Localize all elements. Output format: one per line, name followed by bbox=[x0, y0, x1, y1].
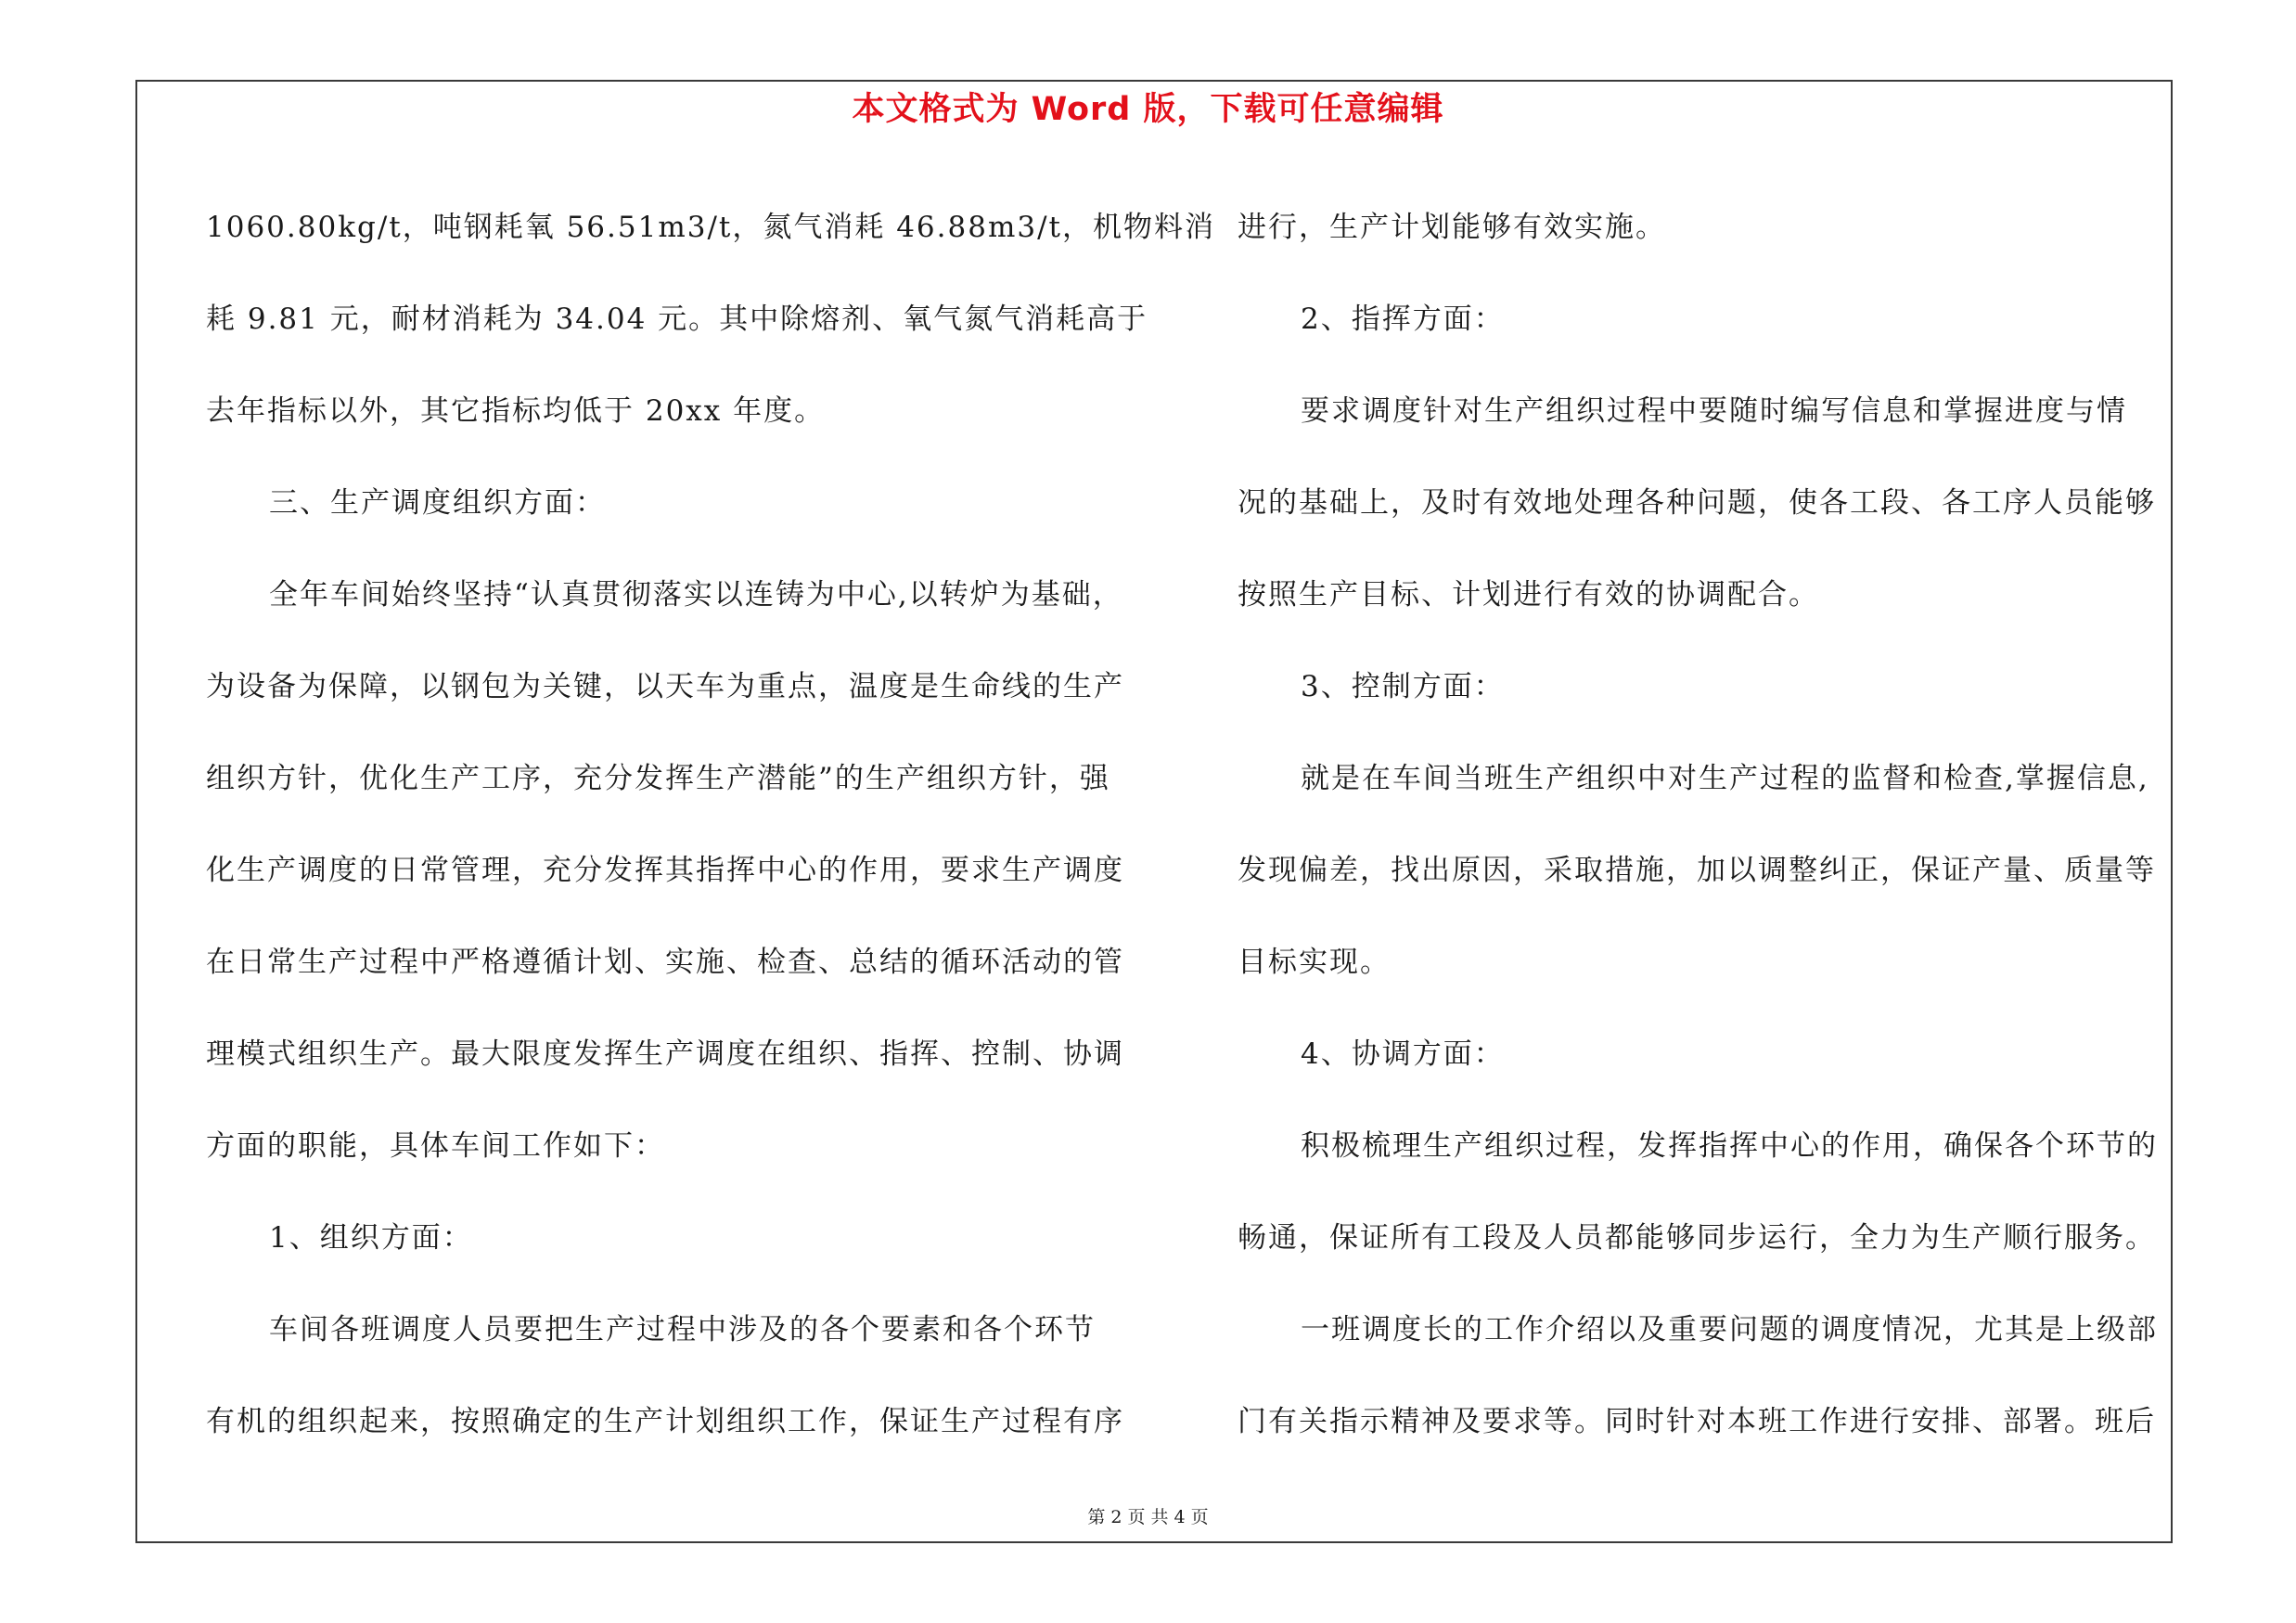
text-line: 有机的组织起来，按照确定的生产计划组织工作，保证生产过程有序 bbox=[206, 1405, 1124, 1438]
text-line: 耗 9.81 元，耐材消耗为 34.04 元。其中除熔剂、氧气氮气消耗高于 bbox=[206, 303, 1148, 336]
text-line: 车间各班调度人员要把生产过程中涉及的各个要素和各个环节 bbox=[269, 1313, 1096, 1346]
text-line: 化生产调度的日常管理，充分发挥其指挥中心的作用，要求生产调度 bbox=[206, 854, 1124, 887]
text-line: 按照生产目标、计划进行有效的协调配合。 bbox=[1238, 578, 1819, 612]
text-line: 况的基础上，及时有效地处理各种问题，使各工段、各工序人员能够 bbox=[1238, 486, 2156, 520]
text-line: 发现偏差，找出原因，采取措施，加以调整纠正，保证产量、质量等 bbox=[1238, 854, 2156, 887]
text-line: 门有关指示精神及要求等。同时针对本班工作进行安排、部署。班后 bbox=[1238, 1405, 2156, 1438]
text-line: 目标实现。 bbox=[1238, 946, 1391, 979]
left-column bbox=[206, 182, 1215, 1468]
text-line: 1060.80kg/t，吨钢耗氧 56.51m3/t，氮气消耗 46.88m3/t，机物料消 bbox=[206, 211, 1215, 244]
text-line: 去年指标以外，其它指标均低于 20xx 年度。 bbox=[206, 394, 826, 428]
text-line: 4、协调方面： bbox=[1301, 1037, 1505, 1071]
text-line: 在日常生产过程中严格遵循计划、实施、检查、总结的循环活动的管 bbox=[206, 946, 1124, 979]
text-line: 理模式组织生产。最大限度发挥生产调度在组织、指挥、控制、协调 bbox=[206, 1037, 1124, 1071]
page-footer: 第 2 页 共 4 页 bbox=[1087, 1507, 1209, 1527]
text-line: 全年车间始终坚持“认真贯彻落实以连铸为中心,以转炉为基础， bbox=[269, 578, 1123, 612]
text-line: 三、生产调度组织方面： bbox=[269, 486, 606, 520]
text-line: 2、指挥方面： bbox=[1301, 303, 1505, 336]
text-line: 3、控制方面： bbox=[1301, 670, 1505, 703]
text-line: 畅通，保证所有工段及人员都能够同步运行，全力为生产顺行服务。 bbox=[1238, 1221, 2156, 1255]
text-line: 为设备为保障，以钢包为关键，以天车为重点，温度是生命线的生产 bbox=[206, 670, 1124, 703]
text-line: 积极梳理生产组织过程，发挥指挥中心的作用，确保各个环节的 bbox=[1301, 1129, 2158, 1163]
text-line: 组织方针，优化生产工序，充分发挥生产潜能”的生产组织方针，强 bbox=[206, 762, 1110, 795]
text-line: 一班调度长的工作介绍以及重要问题的调度情况，尤其是上级部 bbox=[1301, 1313, 2158, 1346]
text-line: 1、组织方面： bbox=[269, 1221, 473, 1255]
text-line: 进行，生产计划能够有效实施。 bbox=[1238, 211, 1666, 244]
text-line: 方面的职能，具体车间工作如下： bbox=[206, 1129, 665, 1163]
text-line: 要求调度针对生产组织过程中要随时编写信息和掌握进度与情 bbox=[1301, 394, 2127, 428]
right-column bbox=[1238, 182, 2173, 1468]
text-line: 就是在车间当班生产组织中对生产过程的监督和检查,掌握信息, bbox=[1301, 762, 2149, 795]
format-banner: 本文格式为 Word 版，下载可任意编辑 bbox=[852, 91, 1444, 128]
